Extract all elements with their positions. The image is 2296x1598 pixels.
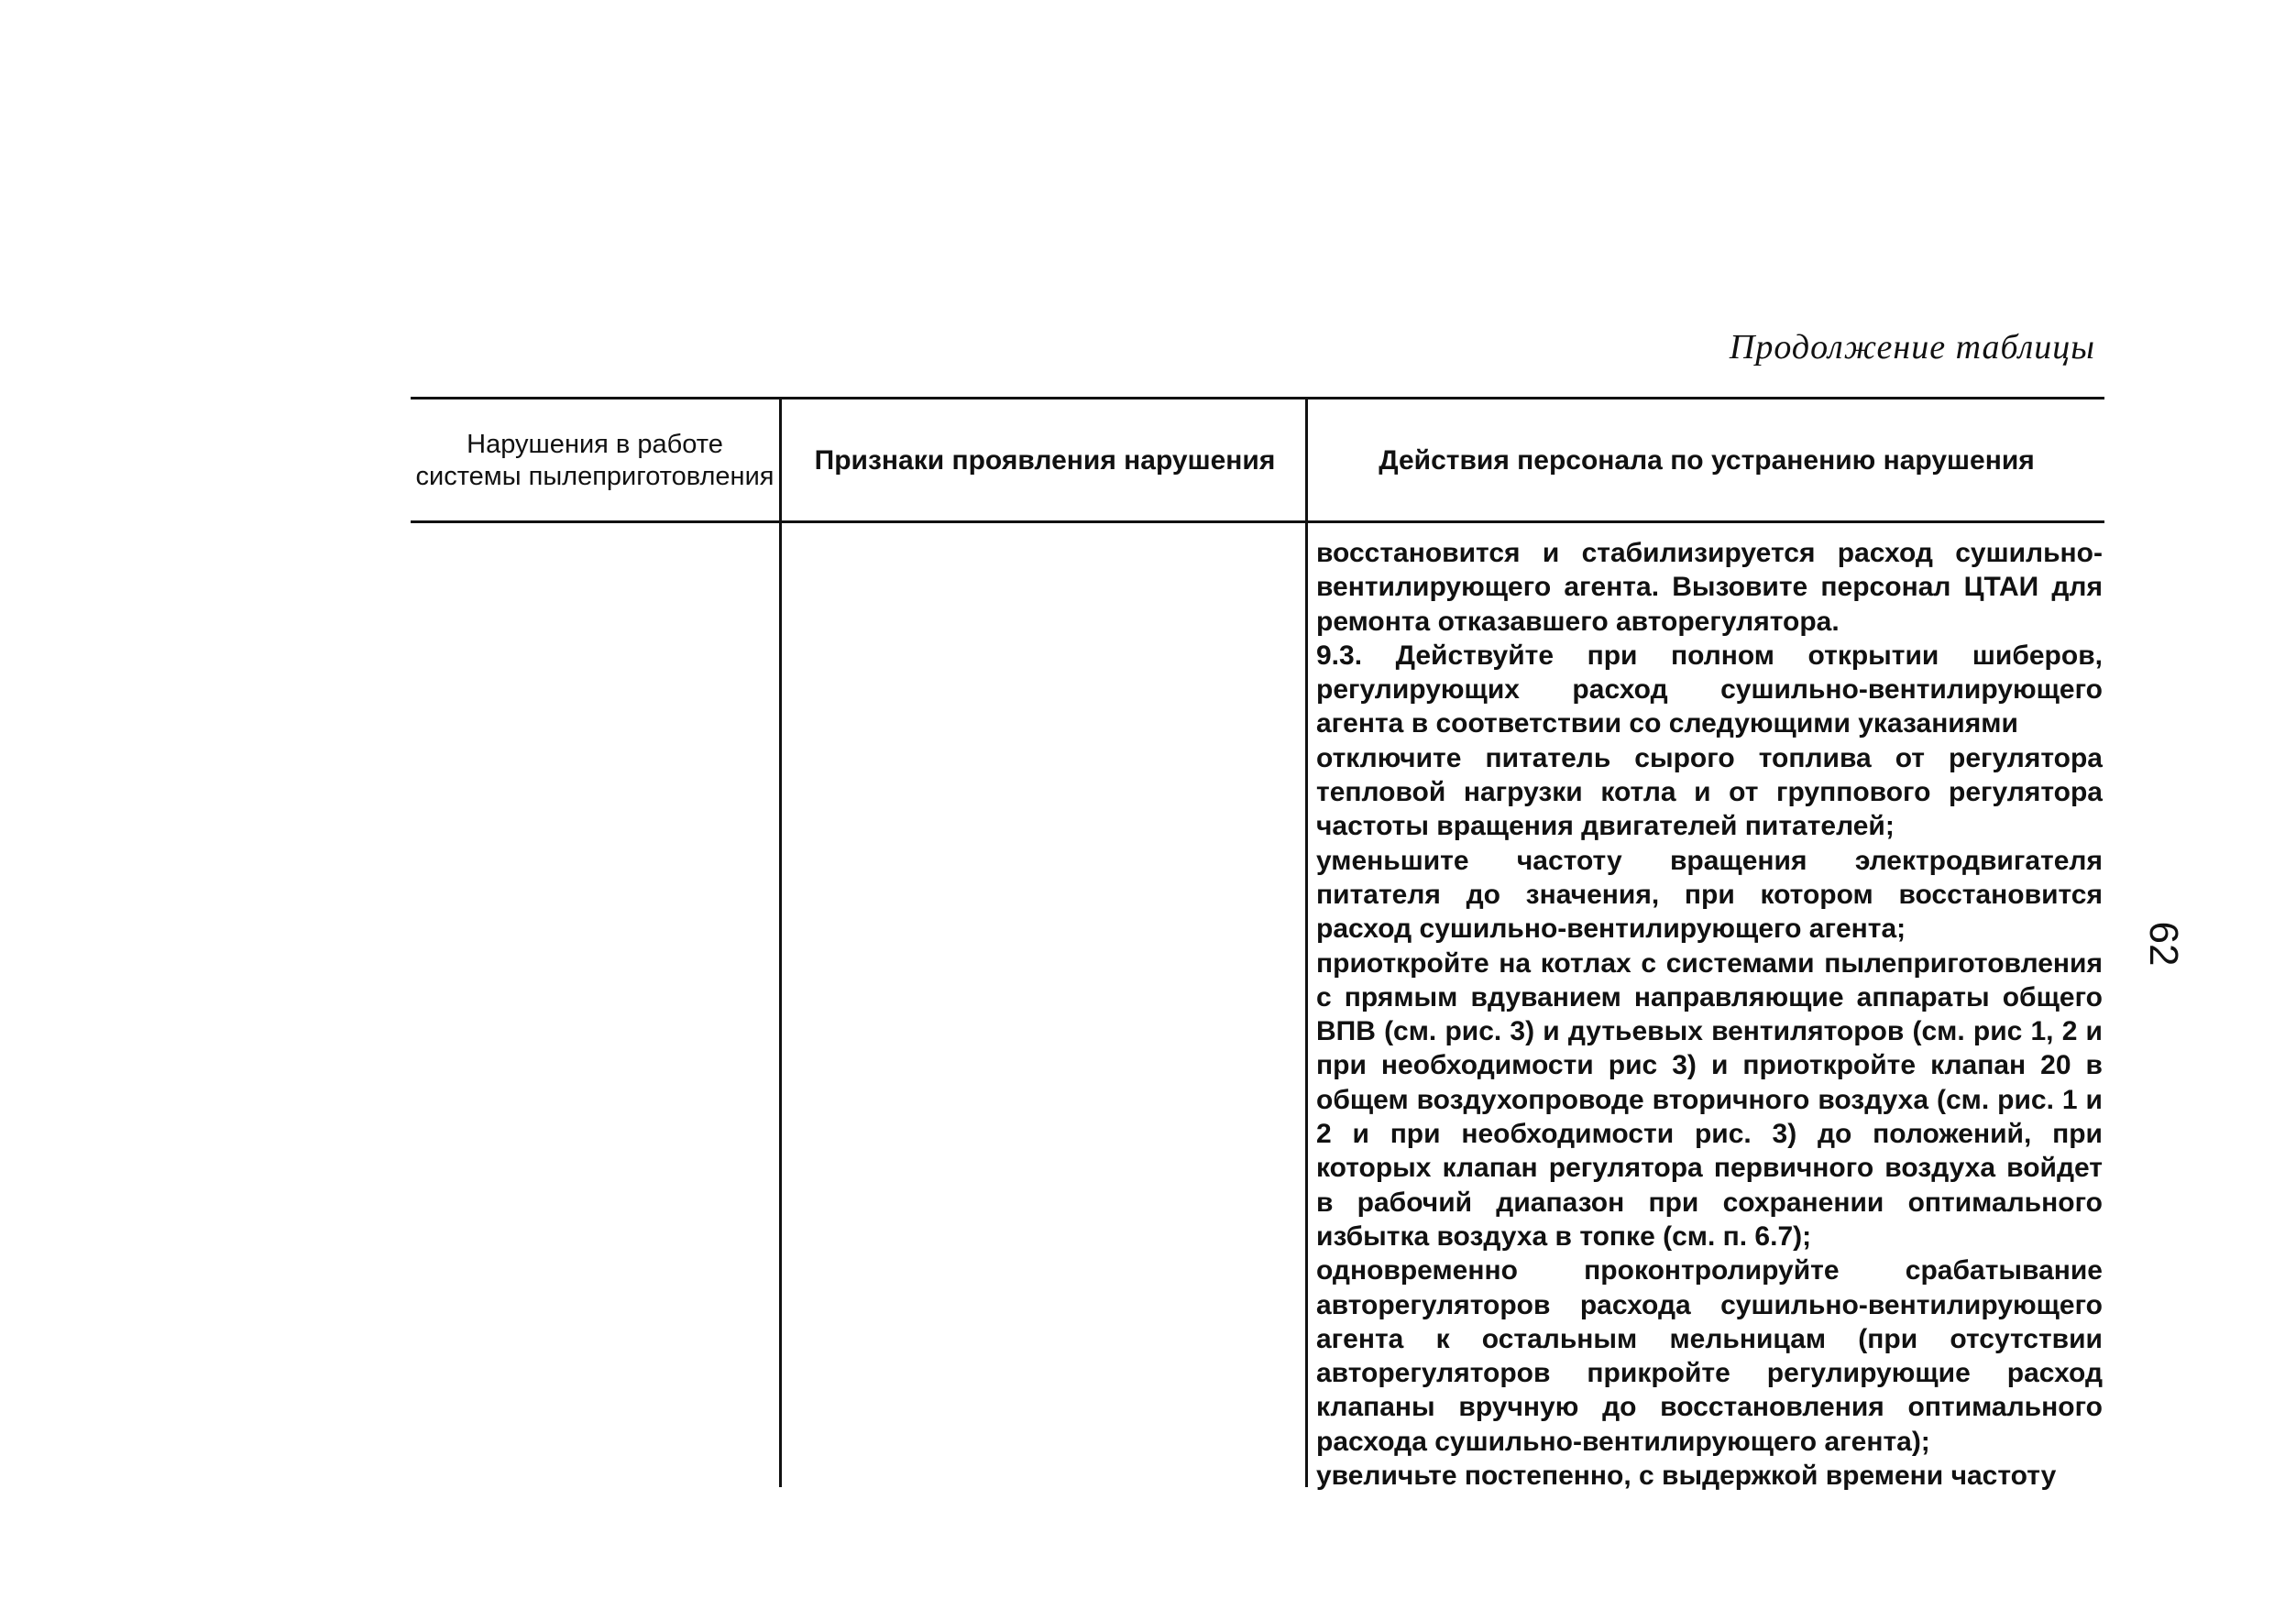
action-paragraph: уменьшите частоту вращения электродвигателя питателя до значения, при котором восстановится расход сушильно-вентилирующего агента; (1316, 845, 2103, 945)
action-paragraph: одновременно проконтролируйте срабатывание авторегуляторов расхода сушильно-вентилирующего агента к остальным мельницам (при отсутствии авторегуляторов прикройте регулирующие расход клапаны вручную до восстановления оптимального расхода сушильно-вентилирующего агента); (1316, 1255, 2103, 1457)
action-paragraph: восстановится и стабилизируется расход сушильно-вентилирующего агента. Вызовите персонал ЦТАИ для ремонта отказавшего авторегулятора. (1316, 538, 2103, 637)
header-violations-label: Нарушения в работе системы пылеприготовления (415, 430, 774, 491)
actions-cell (1316, 536, 2103, 1493)
table-caption: Продолжение таблицы (1729, 328, 2095, 367)
header-bottom-rule (411, 520, 2104, 523)
header-symptoms-label: Признаки проявления нарушения (814, 445, 1276, 476)
header-actions (1313, 401, 2101, 520)
table-top-rule (411, 397, 2104, 400)
header-violations (411, 401, 779, 520)
action-paragraph: приоткройте на котлах с системами пылеприготовления с прямым вдуванием направляющие аппараты общего ВПВ (см. рис. 3) и дутьевых вентиляторов (см. рис 1, 2 и при необходимости рис 3) и приоткройте клапан 20 в общем воздухопроводе вторичного воздуха (см. рис. 1 и 2 и при необходимости рис. 3) до положений, при которых клапан регулятора первичного воздуха войдет в рабочий диапазон при сохранении оптимального избытка воздуха в топке (см. п. 6.7); (1316, 947, 2103, 1252)
header-symptoms (785, 401, 1305, 520)
action-paragraph: увеличьте постепенно, с выдержкой времени частоту (1316, 1461, 2057, 1492)
column-divider-1 (779, 397, 782, 1487)
action-paragraph: отключите питатель сырого топлива от регулятора тепловой нагрузки котла и от группового регулятора частоты вращения двигателей питателей; (1316, 742, 2103, 842)
header-actions-label: Действия персонала по устранению нарушения (1379, 445, 2035, 476)
page-number: 62 (2141, 921, 2186, 967)
column-divider-2 (1305, 397, 1308, 1487)
action-paragraph: 9.3. Действуйте при полном открытии шиберов, регулирующих расход сушильно-вентилирующего агента в соответствии со следующими указаниями (1316, 640, 2103, 739)
